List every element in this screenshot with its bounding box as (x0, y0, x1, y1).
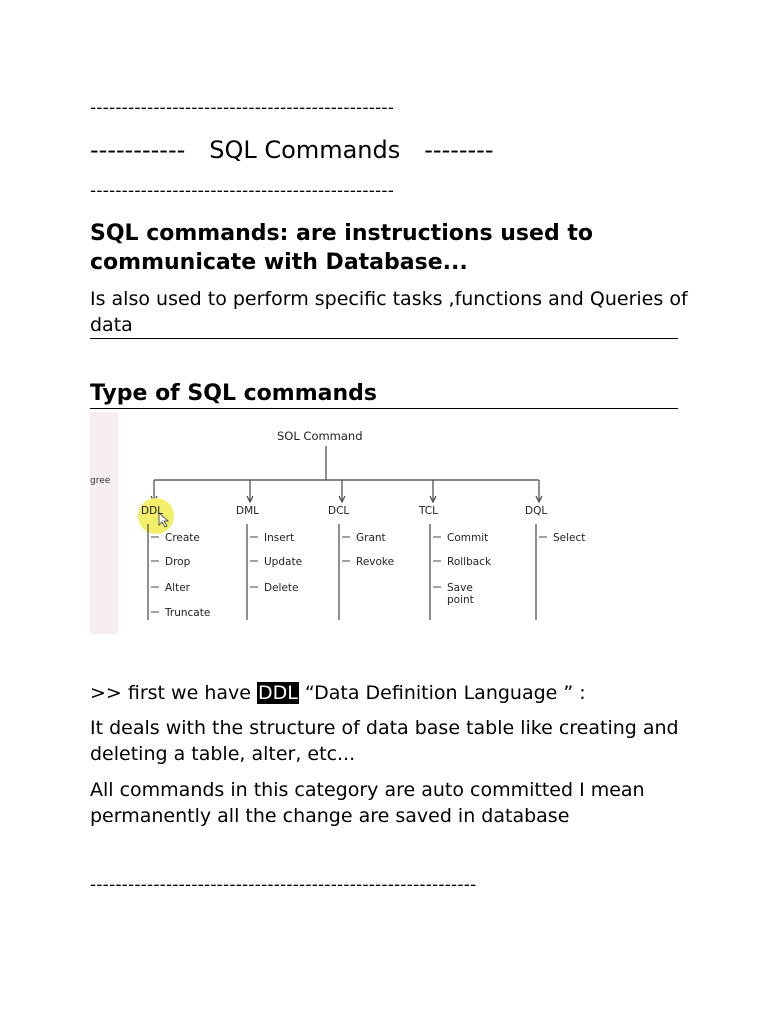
bottom-dash-line: ------------------------------------------------------------- (90, 875, 477, 895)
diagram-item: point (447, 594, 474, 606)
diagram-item: Alter (165, 582, 190, 594)
diagram-item: Revoke (356, 556, 395, 568)
intro-paragraph: Is also used to perform specific tasks ,functions and Queries of data (90, 288, 688, 336)
diagram-category-tcl: TCL (419, 505, 438, 517)
page-title-row (90, 136, 494, 164)
intro-heading: SQL commands: are instructions used to communicate with Database... (90, 221, 593, 275)
diagram-item: Drop (165, 556, 191, 568)
diagram-category-dcl: DCL (328, 505, 350, 517)
page-title: SQL Commands (209, 136, 401, 164)
section-heading-underline (90, 408, 678, 409)
diagram-category-dml: DML (236, 505, 259, 517)
diagram-item: Select (553, 532, 586, 544)
diagram-item: Update (264, 556, 303, 568)
title-dash-right: -------- (424, 136, 494, 164)
diagram-item: Insert (264, 532, 295, 544)
top-dash-line: ------------------------------------------------ (90, 98, 395, 118)
ddl-description: It deals with the structure of data base table like creating and deleting a table, alter, etc... (90, 717, 679, 765)
diagram-category-dql: DQL (525, 505, 548, 517)
diagram-item: Rollback (447, 556, 492, 568)
title-underline-dash: ------------------------------------------------ (90, 181, 395, 201)
diagram-left-strip (90, 412, 118, 634)
diagram-item: Truncate (165, 607, 211, 619)
ddl-intro (90, 680, 690, 706)
ddl-intro-prefix: >> first we have (90, 682, 257, 704)
diagram-item: Save (447, 582, 473, 594)
section-divider (90, 338, 678, 339)
diagram-item: Create (165, 532, 200, 544)
section-heading: Type of SQL commands (90, 381, 377, 406)
diagram-item: Commit (447, 532, 489, 544)
diagram-category-ddl: DDL (141, 505, 164, 517)
title-dash-left: ----------- (90, 136, 186, 164)
diagram-side-text: gree (90, 476, 111, 486)
ddl-autocommit-note: All commands in this category are auto committed I mean permanently all the change are saved in database (90, 779, 645, 827)
sql-command-tree (90, 412, 632, 634)
diagram-root-label: SOL Command (277, 429, 363, 443)
sql-command-diagram (90, 412, 632, 634)
diagram-item: Delete (264, 582, 299, 594)
ddl-highlight: DDL (257, 682, 298, 704)
diagram-item: Grant (356, 532, 386, 544)
ddl-intro-suffix: “Data Definition Language ” : (298, 682, 586, 704)
